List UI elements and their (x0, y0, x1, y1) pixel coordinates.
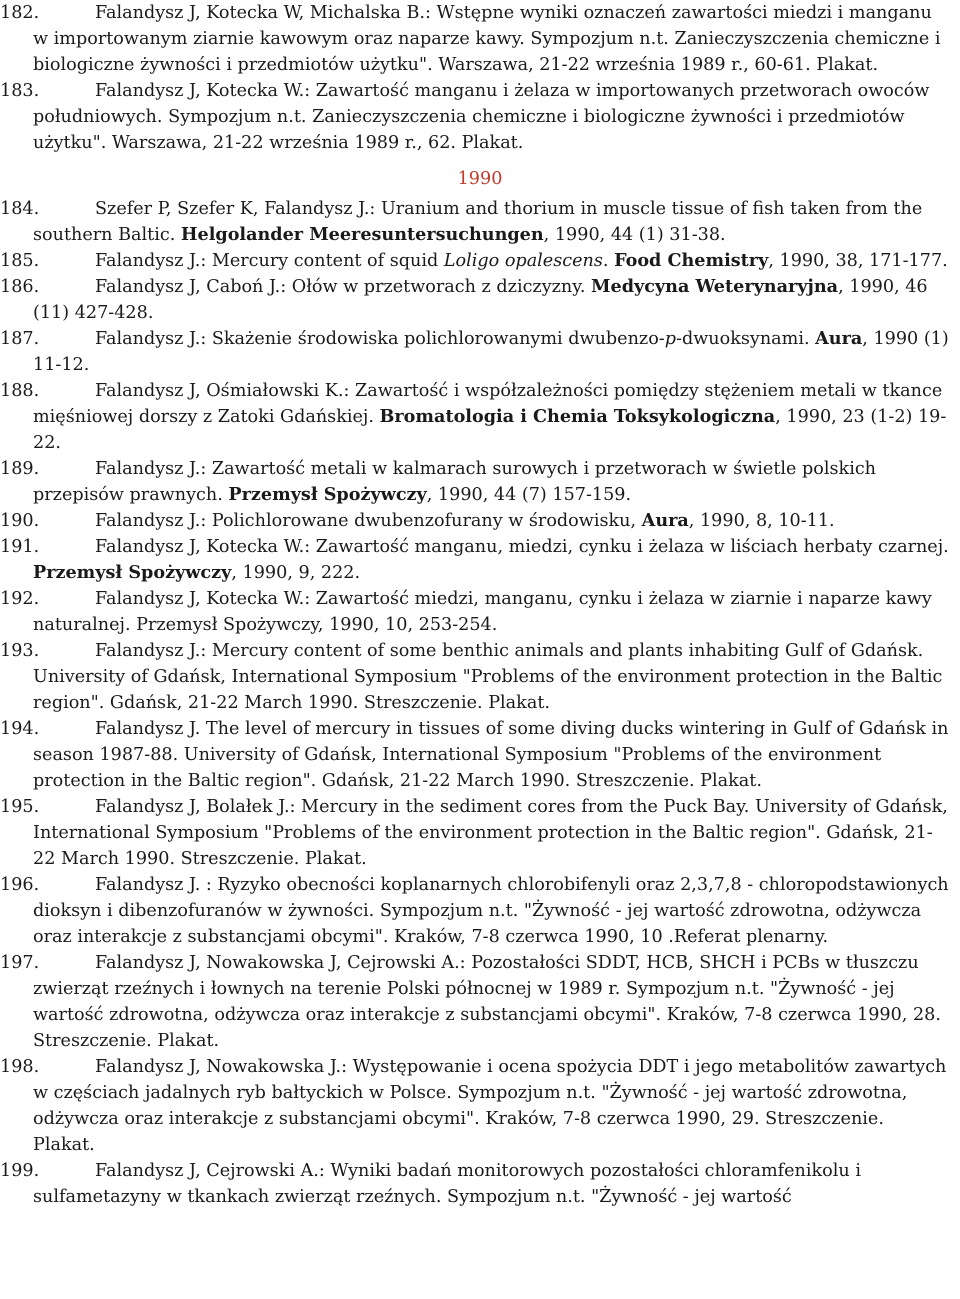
entry-text (33, 586, 950, 638)
entry-citation: Falandysz J.: Mercury content of some benthic animals and plants inhabiting Gulf of Gdańsk. University of Gdańsk, International Symposium "Problems of the environment protection in the Baltic region". Gdańsk, 21-22 March 1990. Streszczenie. Plakat. (33, 641, 943, 713)
species-name: Loligo opalescens (443, 251, 603, 271)
entry-text (33, 1158, 950, 1210)
entry-citation: Falandysz J.: Mercury content of squid (95, 251, 444, 271)
entry-number: 184. (0, 199, 40, 219)
entry-text (33, 1054, 950, 1158)
journal-name: Medycyna Weterynaryjna (591, 276, 839, 297)
journal-name: Aura (641, 510, 689, 531)
journal-name: Aura (815, 328, 863, 349)
section-year-heading: 1990 (457, 169, 503, 189)
bibliography-entry (0, 508, 960, 534)
entry-citation: Falandysz J, Kotecka W.: Zawartość manganu, miedzi, cynku i żelaza w liściach herbaty czarnej. (95, 537, 949, 557)
journal-name: Helgolander Meeresuntersuchungen (180, 224, 544, 245)
bibliography-entry (0, 586, 960, 638)
species-name: p (664, 329, 676, 349)
entry-citation: , 1990, 9, 222. (231, 563, 361, 583)
bibliography-entry (0, 274, 960, 326)
entry-number: 196. (0, 875, 40, 895)
entry-text (33, 950, 950, 1054)
journal-name: Przemysł Spożywczy (33, 562, 232, 583)
entry-citation: Falandysz J. The level of mercury in tissues of some diving ducks wintering in Gulf of Gdańsk in season 1987-88. University of Gdańsk, International Symposium "Problems of the environment protection in the Baltic region". Gdańsk, 21-22 March 1990. Streszczenie. Plakat. (33, 719, 949, 791)
entry-citation: Falandysz J, Kotecka W, Michalska B.: Wstępne wyniki oznaczeń zawartości miedzi i manganu w importowanym ziarnie kawowym oraz naparze kawy. Sympozjum n.t. Zanieczyszczenia chemiczne i biologiczne żywności i przedmiotów użytku". Warszawa, 21-22 września 1989 r., 60-61. Plakat. (33, 3, 941, 75)
entry-citation: Falandysz J, Kotecka W.: Zawartość miedzi, manganu, cynku i żelaza w ziarnie i naparze kawy naturalnej. Przemysł Spożywczy, 1990, 10, 253-254. (33, 589, 932, 635)
entry-citation: Falandysz J.: Polichlorowane dwubenzofurany w środowisku, (95, 511, 642, 531)
entry-citation: Falandysz J, Nowakowska J, Cejrowski A.: Pozostałości SDDT, HCB, SHCH i PCBs w tłuszczu zwierząt rzeźnych i łownych na terenie Polski północnej w 1989 r. Sympozjum n.t. "Żywność - jej wartość zdrowotna, odżywcza oraz interakcje z substancjami obcymi". Kraków, 7-8 czerwca 1990, 28. Streszczenie. Plakat. (33, 953, 941, 1051)
entry-number: 197. (0, 953, 40, 973)
entry-citation: Falandysz J, Kotecka W.: Zawartość manganu i żelaza w importowanych przetworach owoców południowych. Sympozjum n.t. Zanieczyszczenia chemiczne i biologiczne żywności i przedmiotów użytku". Warszawa, 21-22 września 1989 r., 62. Plakat. (33, 81, 930, 153)
bibliography-entry (0, 0, 960, 78)
bibliography-entry (0, 248, 960, 274)
entry-citation: , 1990, 44 (7) 157-159. (426, 485, 632, 505)
bibliography-entry (0, 196, 960, 248)
entry-citation: , 1990, 8, 10-11. (688, 511, 835, 531)
entry-text (33, 534, 950, 586)
entry-number: 189. (0, 459, 40, 479)
entry-citation: Falandysz J.: Zawartość metali w kalmarach surowych i przetworach w świetle polskich przepisów prawnych. (33, 459, 877, 505)
entry-citation: Falandysz J, Bolałek J.: Mercury in the sediment cores from the Puck Bay. University of Gdańsk, International Symposium "Problems of the environment protection in the Baltic region". Gdańsk, 21-22 March 1990. Streszczenie. Plakat. (33, 797, 948, 869)
entry-text (33, 274, 950, 326)
bibliography-entry (0, 716, 960, 794)
bibliography-entry (0, 794, 960, 872)
journal-name: Przemysł Spożywczy (228, 484, 427, 505)
entry-text (33, 0, 950, 78)
entry-number: 194. (0, 719, 40, 739)
entry-number: 193. (0, 641, 40, 661)
entry-citation: Falandysz J, Nowakowska J.: Występowanie i ocena spożycia DDT i jego metabolitów zawartych w częściach jadalnych ryb bałtyckich w Polsce. Sympozjum n.t. "Żywność - jej wartość zdrowotna, odżywcza oraz interakcje z substancjami obcymi". Kraków, 7-8 czerwca 1990, 29. Streszczenie. Plakat. (33, 1057, 947, 1155)
entry-text (33, 716, 950, 794)
bibliography-entry (0, 326, 960, 378)
entry-citation: , 1990, 44 (1) 31-38. (543, 225, 726, 245)
entry-number: 192. (0, 589, 40, 609)
entry-number: 198. (0, 1057, 40, 1077)
entry-number: 185. (0, 251, 40, 271)
entry-number: 187. (0, 329, 40, 349)
bibliography-entry (0, 1054, 960, 1158)
entry-citation: , 1990, 46 (11) 427-428. (33, 277, 928, 323)
entry-text (33, 872, 950, 950)
entry-citation: , 1990, 38, 171-177. (768, 251, 948, 271)
entry-citation: -dwuoksynami. (676, 329, 816, 349)
bibliography-entry (0, 456, 960, 508)
bibliography-entry (0, 1158, 960, 1210)
bibliography-entry (0, 872, 960, 950)
entry-number: 195. (0, 797, 40, 817)
entry-text (33, 78, 950, 156)
bibliography-entry (0, 534, 960, 586)
entry-number: 191. (0, 537, 40, 557)
entry-citation: Falandysz J. : Ryzyko obecności koplanarnych chlorobifenyli oraz 2,3,7,8 - chloropodstawionych dioksyn i dibenzofuranów w żywności. Sympozjum n.t. "Żywność - jej wartość zdrowotna, odżywcza oraz interakcje z substancjami obcymi". Kraków, 7-8 czerwca 1990, 10 .Referat plenarny. (33, 875, 949, 947)
entry-citation: Falandysz J, Caboń J.: Ołów w przetworach z dziczyzny. (95, 277, 592, 297)
entry-number: 188. (0, 381, 40, 401)
bibliography-entry (0, 638, 960, 716)
entry-citation: . (602, 251, 615, 271)
entry-text (33, 508, 950, 534)
entry-text (33, 248, 950, 274)
entry-text (33, 196, 950, 248)
entry-citation: Szefer P, Szefer K, Falandysz J.: Uranium and thorium in muscle tissue of fish taken from the southern Baltic. (33, 199, 923, 245)
entry-citation: , 1990 (1) 11-12. (33, 329, 949, 375)
entry-text (33, 378, 950, 456)
entry-text (33, 456, 950, 508)
entry-citation: Falandysz J.: Skażenie środowiska polichlorowanymi dwubenzo- (95, 329, 665, 349)
entry-text (33, 638, 950, 716)
entry-number: 190. (0, 511, 40, 531)
entry-number: 199. (0, 1161, 40, 1181)
entry-citation: Falandysz J, Cejrowski A.: Wyniki badań monitorowych pozostałości chloramfenikolu i sulfametazyny w tkankach zwierząt rzeźnych. Sympozjum n.t. "Żywność - jej wartość (33, 1161, 861, 1207)
bibliography-entry (0, 378, 960, 456)
bibliography-entry (0, 950, 960, 1054)
entry-number: 182. (0, 3, 40, 23)
entry-citation: , 1990, 23 (1-2) 19-22. (33, 407, 947, 453)
entry-number: 186. (0, 277, 40, 297)
journal-name: Bromatologia i Chemia Toksykologiczna (379, 406, 776, 427)
entry-text (33, 326, 950, 378)
entry-number: 183. (0, 81, 40, 101)
entry-citation: Falandysz J, Ośmiałowski K.: Zawartość i współzależności pomiędzy stężeniem metali w tkance mięśniowej dorszy z Zatoki Gdańskiej. (33, 381, 943, 427)
bibliography-entry (0, 78, 960, 156)
entry-text (33, 794, 950, 872)
journal-name: Food Chemistry (614, 250, 769, 271)
